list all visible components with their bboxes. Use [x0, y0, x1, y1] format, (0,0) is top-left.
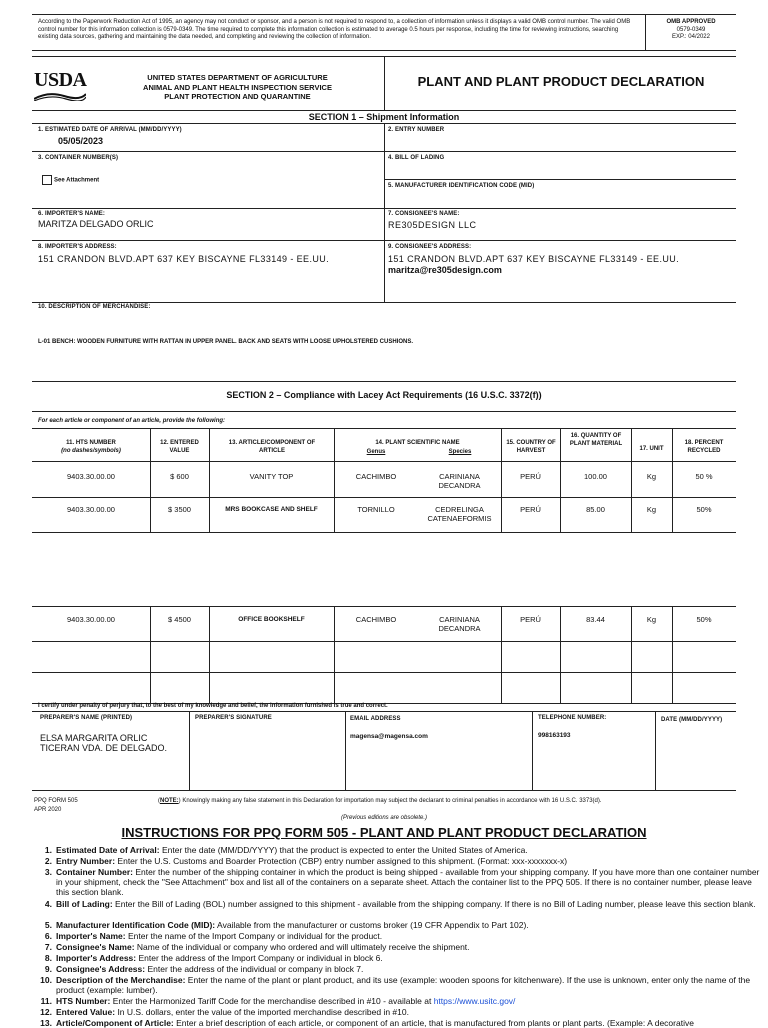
genus-header: Genus	[366, 449, 386, 455]
telephone-label: TELEPHONE NUMBER:	[538, 715, 607, 721]
instruction-heading: Bill of Lading:	[56, 899, 113, 909]
instruction-heading: Importer's Address:	[56, 953, 137, 963]
table-cell-genus[interactable]: TORNILLO	[357, 505, 395, 514]
instructions-title: INSTRUCTIONS FOR PPQ FORM 505 - PLANT AND PLANT PRODUCT DECLARATION	[121, 825, 647, 840]
section-2-title: SECTION 2 – Compliance with Lacey Act Requirements (16 U.S.C. 3372(f))	[226, 390, 542, 400]
table-cell-percent[interactable]: 50 %	[695, 472, 713, 481]
table-cell-percent[interactable]: 50%	[696, 505, 712, 514]
instruction-heading: Container Number:	[56, 867, 133, 877]
instruction-heading: Article/Component of Article:	[56, 1018, 174, 1028]
instruction-text: Enter the Bill of Lading (BOL) number assigned to this shipment - available from the shipping company. If there is no Bill of Lading number, please leave this section blank.	[115, 899, 756, 909]
table-cell-quantity[interactable]: 100.00	[584, 472, 607, 481]
omb-number: 0579-0349	[676, 26, 706, 33]
table-cell-genus[interactable]: CACHIMBO	[355, 472, 397, 481]
table-cell-species[interactable]: CEDRELINGA CATENAEFORMIS	[427, 505, 492, 523]
instruction-number: 9.	[44, 964, 52, 974]
species-header: Species	[448, 449, 472, 455]
container-number-label: 3. CONTAINER NUMBER(S)	[38, 155, 119, 161]
instruction-text: Enter the number of the shipping container in which the product is being shipped - available from your shipping company. If you have more than one container number in your shipment, check the "See Attachment" box and list all of the containers on a separate sheet. Attach the container list to the PPQ 505. If there is no container number, please leave this section blank.	[56, 867, 760, 897]
instruction-heading: Consignee's Address:	[56, 964, 146, 974]
omb-approved-label: OMB APPROVED	[666, 19, 716, 25]
table-cell-species[interactable]: CARINIANA DECANDRA	[438, 472, 481, 490]
importer-name-label: 6. IMPORTER'S NAME:	[38, 211, 105, 217]
instruction-text: Enter the U.S. Customs and Boarder Protection (CBP) entry number assigned to this shipment. (Format: xxx-xxxxxxx-x)	[117, 856, 568, 866]
instruction-number: 10.	[40, 975, 52, 985]
instruction-number: 11.	[40, 996, 52, 1006]
instruction-heading: Description of the Merchandise:	[56, 975, 186, 985]
telephone-field[interactable]: 998163193	[538, 732, 571, 739]
table-cell-unit[interactable]: Kg	[646, 472, 657, 481]
email-field[interactable]: magensa@magensa.com	[350, 733, 428, 740]
form-id: PPQ FORM 505	[34, 798, 78, 804]
table-cell-value[interactable]: $ 3500	[168, 505, 191, 514]
unit-header: 17. UNIT	[639, 446, 664, 452]
importer-address-label: 8. IMPORTER'S ADDRESS:	[38, 244, 117, 250]
bill-of-lading-label: 4. BILL OF LADING	[388, 155, 445, 161]
table-cell-unit[interactable]: Kg	[646, 505, 657, 514]
preparer-name-line-2[interactable]: TICERAN VDA. DE DELGADO.	[40, 743, 168, 753]
instruction-number: 6.	[44, 931, 52, 941]
table-cell-species[interactable]: CARINIANA DECANDRA	[438, 615, 481, 633]
arrival-date-label: 1. ESTIMATED DATE OF ARRIVAL (MM/DD/YYYY)	[38, 127, 182, 133]
table-cell-quantity[interactable]: 85.00	[586, 505, 605, 514]
consignee-address-label: 9. CONSIGNEE'S ADDRESS:	[388, 244, 472, 250]
instruction-number: 13.	[40, 1018, 52, 1028]
section-2-intro: For each article or component of an article, provide the following:	[38, 418, 226, 424]
table-cell-hts[interactable]: 9403.30.00.00	[67, 505, 115, 514]
instruction-text: Enter the Harmonized Tariff Code for the merchandise described in #10 - available at	[112, 996, 432, 1006]
preparer-name-label: PREPARER'S NAME (PRINTED)	[40, 715, 133, 721]
arrival-date-field[interactable]: 05/05/2023	[58, 136, 104, 146]
table-cell-value[interactable]: $ 4500	[168, 615, 191, 624]
agency-line-3: PLANT PROTECTION AND QUARANTINE	[164, 92, 311, 101]
instruction-heading: Entry Number:	[56, 856, 116, 866]
instruction-text: Name of the individual or company who ordered and will ultimately receive the shipment.	[136, 942, 470, 952]
table-cell-genus[interactable]: CACHIMBO	[355, 615, 397, 624]
table-cell-article[interactable]: OFFICE BOOKSHELF	[238, 616, 305, 623]
instruction-heading: Estimated Date of Arrival:	[56, 845, 160, 855]
instruction-number: 12.	[40, 1007, 52, 1017]
instruction-number: 7.	[44, 942, 52, 952]
section-1-title: SECTION 1 – Shipment Information	[308, 112, 460, 122]
importer-name-field[interactable]: MARITZA DELGADO ORLIC	[38, 219, 154, 229]
paperwork-notice: According to the Paperwork Reduction Act of 1995, an agency may not conduct or sponsor, and a person is not required to respond to, a collection of information unless it displays a valid OMB control number. The valid OMB control number for this information collection is 0579-0349. The time required to complete this information collection is estimated to average 0.5 hours per response, including the time for reviewing instructions, searching existing data sources, gathering and maintaining the data needed, and completing and reviewing the collection of information.	[38, 19, 631, 40]
see-attachment-checkbox[interactable]	[42, 175, 52, 185]
table-cell-country[interactable]: PERÚ	[520, 505, 541, 514]
consignee-email-field[interactable]: maritza@re305design.com	[388, 265, 502, 275]
certification-statement: I certify under penalty of perjury that, to the best of my knowledge and belief, the information furnished is true and correct.	[38, 703, 388, 709]
instruction-heading: Consignee's Name:	[56, 942, 135, 952]
table-cell-hts[interactable]: 9403.30.00.00	[67, 472, 115, 481]
table-cell-country[interactable]: PERÚ	[520, 472, 541, 481]
mid-label: 5. MANUFACTURER IDENTIFICATION CODE (MID)	[388, 183, 535, 189]
instruction-number: 1.	[44, 845, 52, 855]
form-date: APR 2020	[34, 807, 62, 813]
instruction-heading: Importer's Name:	[56, 931, 126, 941]
table-cell-article[interactable]: VANITY TOP	[249, 472, 294, 481]
table-cell-quantity[interactable]: 83.44	[586, 615, 605, 624]
preparer-signature-label: PREPARER'S SIGNATURE	[195, 715, 272, 721]
agency-line-2: ANIMAL AND PLANT HEALTH INSPECTION SERVICE	[143, 82, 332, 92]
merchandise-description-field[interactable]: L-01 BENCH: WOODEN FURNITURE WITH RATTAN IN UPPER PANEL. BACK AND SEATS WITH LOOSE UPHOLSTERED CUSHIONS.	[38, 339, 414, 345]
consignee-name-field[interactable]: RE305DESIGN LLC	[388, 220, 477, 230]
instruction-text: Enter the address of the Import Company or individual in block 6.	[138, 953, 383, 963]
email-label: EMAIL ADDRESS	[350, 716, 401, 722]
instruction-text: In U.S. dollars, enter the value of the imported merchandise described in #10.	[117, 1007, 409, 1017]
scientific-name-header: 14. PLANT SCIENTIFIC NAME	[375, 440, 460, 446]
merchandise-description-label: 10. DESCRIPTION OF MERCHANDISE:	[38, 304, 151, 310]
instruction-number: 3.	[44, 867, 52, 877]
omb-expiration: EXP.: 04/2022	[672, 34, 710, 40]
form-title: PLANT AND PLANT PRODUCT DECLARATION	[417, 74, 705, 89]
table-cell-value[interactable]: $ 600	[170, 472, 189, 481]
consignee-name-label: 7. CONSIGNEE'S NAME:	[388, 211, 460, 217]
table-cell-article[interactable]: MRS BOOKCASE AND SHELF	[225, 506, 318, 513]
instruction-text: Enter the address of the individual or company in block 7.	[147, 964, 364, 974]
instruction-text: Enter the name of the plant or plant product, and its use (example: wooden spoons for kitchenware). If the use is unknown, enter only the name of the product (example: lumber).	[56, 975, 751, 995]
table-cell-percent[interactable]: 50%	[696, 615, 712, 624]
consignee-address-field[interactable]: 151 CRANDON BLVD.APT 637 KEY BISCAYNE FL33149 - EE.UU.	[388, 254, 680, 264]
entered-value-header: 12. ENTERED VALUE	[160, 440, 199, 454]
note-text: Knowingly making any false statement in this Declaration for importation may subject the declarant to criminal penalties in accordance with 16 U.S.C. 3373(d).	[182, 798, 602, 804]
instruction-number: 4.	[44, 899, 52, 909]
instruction-text: Available from the manufacturer or customs broker (19 CFR Appendix to Part 102).	[217, 920, 529, 930]
note-label: NOTE:	[160, 798, 179, 804]
entry-number-label: 2. ENTRY NUMBER	[388, 127, 445, 133]
instruction-heading: HTS Number:	[56, 996, 111, 1006]
previous-editions: (Previous editions are obsolete.)	[340, 815, 428, 821]
instruction-heading: Entered Value:	[56, 1007, 116, 1017]
preparer-name-line-1[interactable]: ELSA MARGARITA ORLIC	[40, 733, 148, 743]
instruction-number: 8.	[44, 953, 52, 963]
instruction-number: 5.	[44, 920, 52, 930]
quantity-header: 16. QUANTITY OF PLANT MATERIAL	[569, 433, 623, 447]
see-attachment-label: See Attachment	[54, 177, 100, 184]
date-label: DATE (MM/DD/YYYY)	[661, 717, 723, 723]
instruction-text: Enter the name of the Import Company or individual for the product.	[127, 931, 383, 941]
table-cell-country[interactable]: PERÚ	[520, 615, 541, 624]
usda-logo: USDA	[34, 70, 86, 100]
hts-subheader: (no dashes/symbols)	[61, 448, 121, 454]
percent-header: 18. PERCENT RECYCLED	[684, 440, 724, 454]
country-header: 15. COUNTRY OF HARVEST	[506, 440, 556, 454]
instruction-text: Enter a brief description of each article, or component of an article, that is manufactured from plants or plant parts. (Example: A decorative	[176, 1018, 694, 1028]
instruction-text: Enter the date (MM/DD/YYYY) that the product is expected to enter the United States of America.	[161, 845, 528, 855]
instruction-number: 2.	[44, 856, 52, 866]
article-header: 13. ARTICLE/COMPONENT OF ARTICLE	[228, 440, 316, 454]
importer-address-field[interactable]: 151 CRANDON BLVD.APT 637 KEY BISCAYNE FL33149 - EE.UU.	[38, 254, 330, 264]
usitc-link[interactable]: https://www.usitc.gov/	[433, 996, 516, 1006]
agency-line-1: UNITED STATES DEPARTMENT OF AGRICULTURE	[147, 73, 328, 82]
table-cell-unit[interactable]: Kg	[646, 615, 657, 624]
hts-header: 11. HTS NUMBER	[66, 440, 116, 446]
instruction-heading: Manufacturer Identification Code (MID):	[56, 920, 216, 930]
table-cell-hts[interactable]: 9403.30.00.00	[67, 615, 115, 624]
